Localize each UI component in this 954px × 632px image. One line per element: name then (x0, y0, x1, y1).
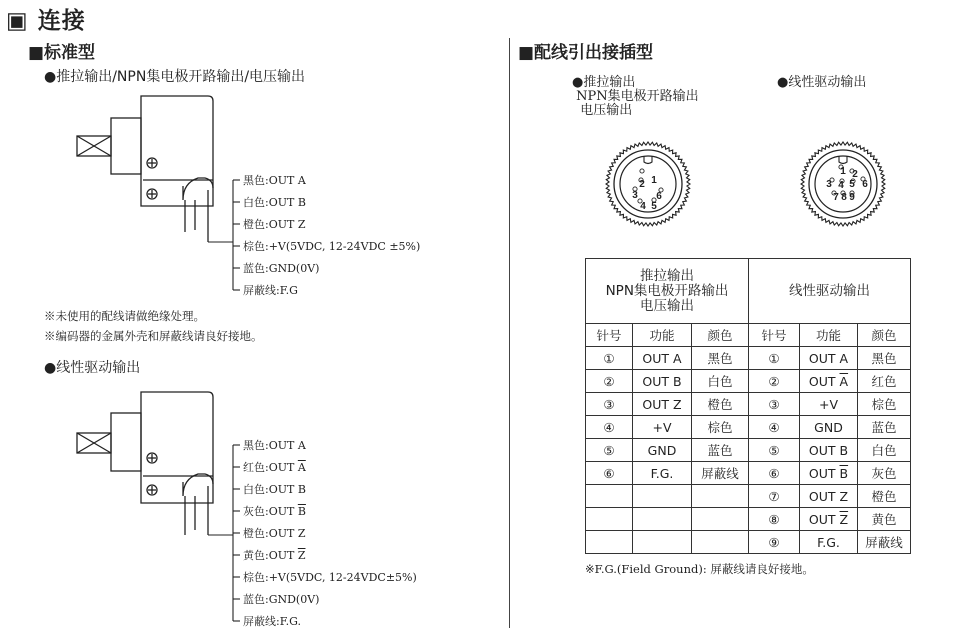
group1-header-line: 推拉输出 (640, 267, 694, 284)
col-header: 功能 (633, 324, 692, 347)
cell-text: GND (647, 442, 677, 458)
table-cell (858, 462, 911, 485)
table-cell (633, 439, 692, 462)
footnote-field-ground: ※F.G.(Field Ground): 屏蔽线请良好接地。 (585, 562, 814, 576)
col-header: 颜色 (692, 324, 749, 347)
connector1-pin-number: 4 (640, 201, 646, 212)
cell-text: ⑥ (603, 465, 615, 481)
cell-text: 屏蔽线 (701, 466, 739, 481)
connector1-key-notch (644, 156, 652, 164)
connector1-pin-number: 3 (632, 190, 638, 201)
table-cell (586, 347, 633, 370)
table-cell (800, 370, 858, 393)
table-cell (692, 416, 749, 439)
cell-text: ⑤ (603, 442, 615, 458)
wire-label-prefix: 屏蔽线:F.G. (243, 615, 302, 628)
connector1-outer-ring (614, 150, 682, 218)
cell-text: ④ (603, 419, 615, 435)
wire-label-prefix: 灰色:OUT (243, 505, 298, 518)
connector1-label (572, 76, 699, 118)
cell-text: 白色 (871, 443, 897, 458)
table-cell (692, 370, 749, 393)
cell-text: F.G. (817, 534, 840, 550)
cell-text: F.G. (650, 465, 674, 481)
connector2-pin-number: 9 (849, 192, 855, 203)
cell-text: 黑色 (707, 351, 733, 366)
cell-text: 棕色 (871, 397, 897, 412)
table-cell (858, 416, 911, 439)
connector1-pin-number: 2 (639, 179, 645, 190)
encoder-standard-drawing (77, 96, 213, 242)
table-row (586, 531, 911, 554)
connector1-label-line: 电压输出 (572, 103, 633, 118)
cell-text: OUT B (808, 442, 849, 458)
cell-text: ⑥ (768, 465, 780, 481)
cell-text: ⑨ (768, 534, 780, 550)
table-row (586, 485, 911, 508)
table-cell (692, 462, 749, 485)
cell-text: +V (818, 396, 839, 412)
cell-text: OUT A (642, 350, 682, 366)
connector1-pin-number: 1 (651, 175, 657, 186)
table-cell (692, 439, 749, 462)
table-row (586, 462, 911, 485)
connector1-pin-hole (640, 169, 644, 173)
table-row (586, 370, 911, 393)
table-column-headers (586, 324, 911, 347)
line-driver-subtitle: ●线性驱动输出 (44, 360, 141, 376)
table-group2-header: 线性驱动输出 (749, 259, 911, 324)
wire-label-prefix: 黄色:OUT (243, 549, 298, 562)
table-row (586, 416, 911, 439)
standard-wire-label: 蓝色:GND(0V) (243, 262, 320, 275)
wire-label-signal: $\overline{B}$ (297, 505, 306, 518)
wire-label-signal: A (297, 439, 306, 452)
cell-text: ③ (768, 396, 780, 412)
table-cell (633, 508, 692, 531)
cell-text: 蓝色 (871, 420, 897, 435)
table-cell (633, 393, 692, 416)
table-cell (749, 416, 800, 439)
line-driver-wire-label (243, 613, 301, 629)
cell-text: ⑤ (768, 442, 780, 458)
table-cell (586, 439, 633, 462)
line-driver-wire-label (243, 547, 305, 563)
table-cell (858, 485, 911, 508)
cell-text: 黄色 (871, 512, 897, 527)
cell-text: ③ (603, 396, 615, 412)
cell-text: 灰色 (871, 466, 897, 481)
cell-text: ① (603, 350, 615, 366)
connector1-label-line: NPN集电极开路输出 (572, 89, 699, 104)
table-cell (692, 393, 749, 416)
wire-label-prefix: 橙色:OUT (243, 527, 298, 540)
table-cell (692, 485, 749, 508)
standard-type-heading: ■标准型 (28, 43, 96, 63)
cell-text: 屏蔽线 (865, 535, 903, 550)
table-cell (749, 439, 800, 462)
wire-label-prefix: 红色:OUT (243, 461, 298, 474)
table-cell (800, 531, 858, 554)
cell-text-prefix: OUT (808, 511, 840, 527)
table-row (586, 439, 911, 462)
pin-assignment-table (585, 258, 911, 554)
table-cell (749, 531, 800, 554)
table-cell (800, 439, 858, 462)
table-cell (586, 416, 633, 439)
table-cell (800, 485, 858, 508)
note-unused-wires: ※未使用的配线请做绝缘处理。 (44, 309, 205, 323)
cell-text: OUT B (642, 373, 682, 389)
connector2-key-notch (839, 156, 847, 164)
table-cell (749, 370, 800, 393)
cell-text: OUT Z (808, 488, 849, 504)
group1-header-line: 电压输出 (640, 297, 694, 314)
col-header: 针号 (749, 324, 800, 347)
line-driver-wire-label (243, 525, 305, 541)
connector2-pin-number: 3 (826, 179, 832, 190)
table-cell (800, 416, 858, 439)
connector1-pin-number: 5 (651, 201, 657, 212)
cell-text: ② (768, 373, 780, 389)
cell-text: +V (652, 419, 672, 435)
cell-text: 黑色 (871, 351, 897, 366)
table-cell (800, 347, 858, 370)
table-cell (800, 508, 858, 531)
line-driver-wire-label (243, 591, 319, 607)
standard-wire-label: 白色:OUT B (243, 196, 306, 209)
table-cell (633, 462, 692, 485)
table-cell (858, 531, 911, 554)
connector2-pin-number: 2 (852, 169, 858, 180)
col-header: 针号 (586, 324, 633, 347)
note-grounding: ※编码器的金属外壳和屏蔽线请良好接地。 (44, 329, 263, 343)
table-cell (692, 347, 749, 370)
table-cell (633, 485, 692, 508)
table-cell (692, 508, 749, 531)
cell-text: OUT Z (642, 396, 682, 412)
wire-label-prefix: 棕色:+V(5VDC, 12-24VDC±5%) (243, 571, 417, 584)
cell-text-signal: $\overline{B}$ (839, 465, 849, 481)
line-driver-wire-label (243, 437, 306, 453)
table-cell (749, 508, 800, 531)
table-cell (858, 347, 911, 370)
cell-text: ① (768, 350, 780, 366)
column-divider (509, 38, 510, 628)
wire-label-signal: $\overline{Z}$ (297, 549, 306, 562)
cell-text: OUT A (808, 350, 849, 366)
table-cell (633, 370, 692, 393)
cell-text: ⑧ (768, 511, 780, 527)
connector2-pin-number: 1 (840, 166, 846, 177)
table-cell (586, 508, 633, 531)
connector1-inner-ring (620, 156, 676, 212)
line-driver-wire-label (243, 459, 306, 475)
table-cell (749, 393, 800, 416)
group1-header-line: NPN集电极开路输出 (605, 282, 729, 299)
standard-wire-label: 黑色:OUT A (243, 174, 306, 187)
table-cell (800, 393, 858, 416)
cell-text-prefix: OUT (808, 465, 840, 481)
table-cell (858, 370, 911, 393)
wire-label-signal: Z (297, 527, 306, 540)
wire-label-prefix: 蓝色:GND(0V) (243, 593, 320, 606)
table-cell (800, 462, 858, 485)
table-cell (858, 439, 911, 462)
connector1-pin-number: 6 (656, 191, 662, 202)
table-cell (858, 393, 911, 416)
line-driver-wire-label (243, 569, 417, 585)
table-row (586, 347, 911, 370)
connector1-knurled-ring (606, 142, 690, 226)
connector2-pin-number: 4 (838, 180, 844, 191)
wire-label-prefix: 白色:OUT (243, 483, 298, 496)
standard-wire-label: 棕色:+V(5VDC, 12-24VDC ±5%) (243, 240, 421, 253)
table-group1-header (586, 259, 749, 324)
table-cell (586, 370, 633, 393)
cell-text: GND (814, 419, 843, 435)
cell-text: 蓝色 (707, 443, 733, 458)
table-cell (692, 531, 749, 554)
wire-label-signal: B (297, 483, 306, 496)
standard-wire-label: 屏蔽线:F.G (243, 284, 298, 297)
table-cell (586, 393, 633, 416)
connector2-label: ●线性驱动输出 (777, 75, 867, 90)
wire-label-prefix: 黑色:OUT (243, 439, 298, 452)
standard-wire-label: 橙色:OUT Z (243, 218, 306, 231)
table-cell (586, 531, 633, 554)
table-cell (633, 416, 692, 439)
col-header: 颜色 (858, 324, 911, 347)
cell-text: ② (603, 373, 615, 389)
table-cell (586, 462, 633, 485)
wire-label-signal: $\overline{A}$ (297, 461, 306, 474)
connector2-pin-number: 5 (849, 179, 855, 190)
cell-text: 棕色 (707, 420, 733, 435)
line-driver-wire-label (243, 503, 306, 519)
connector-9pin-drawing (801, 142, 885, 226)
connector2-pin-number: 6 (862, 179, 868, 190)
col-header: 功能 (800, 324, 858, 347)
table-cell (633, 531, 692, 554)
connector1-label-line: ●推拉输出 (572, 75, 636, 90)
cell-text: 橙色 (871, 489, 897, 504)
encoder-line-driver-drawing (77, 392, 213, 535)
standard-output-subtitle: ●推拉输出/NPN集电极开路输出/电压输出 (44, 69, 306, 85)
table-cell (749, 347, 800, 370)
table-cell (749, 462, 800, 485)
table-cell (586, 485, 633, 508)
connector2-pin-number: 8 (841, 192, 847, 203)
connector-6pin-drawing (606, 142, 690, 226)
cell-text: 红色 (871, 374, 897, 389)
cell-text-prefix: OUT (808, 373, 840, 389)
line-driver-wire-label (243, 481, 306, 497)
table-cell (858, 508, 911, 531)
page-title: ▣ 连接 (6, 8, 86, 34)
table-cell (749, 485, 800, 508)
table-cell (633, 347, 692, 370)
cell-text: ④ (768, 419, 780, 435)
table-row (586, 508, 911, 531)
connector2-pin-number: 7 (833, 192, 839, 203)
cell-text: ⑦ (768, 488, 780, 504)
table-row (586, 393, 911, 416)
connector-type-heading: ■配线引出接插型 (518, 43, 654, 63)
cell-text-signal: $\overline{A}$ (839, 373, 849, 389)
cell-text-signal: $\overline{Z}$ (839, 511, 849, 527)
cell-text: 橙色 (707, 397, 733, 412)
cell-text: 白色 (707, 374, 733, 389)
